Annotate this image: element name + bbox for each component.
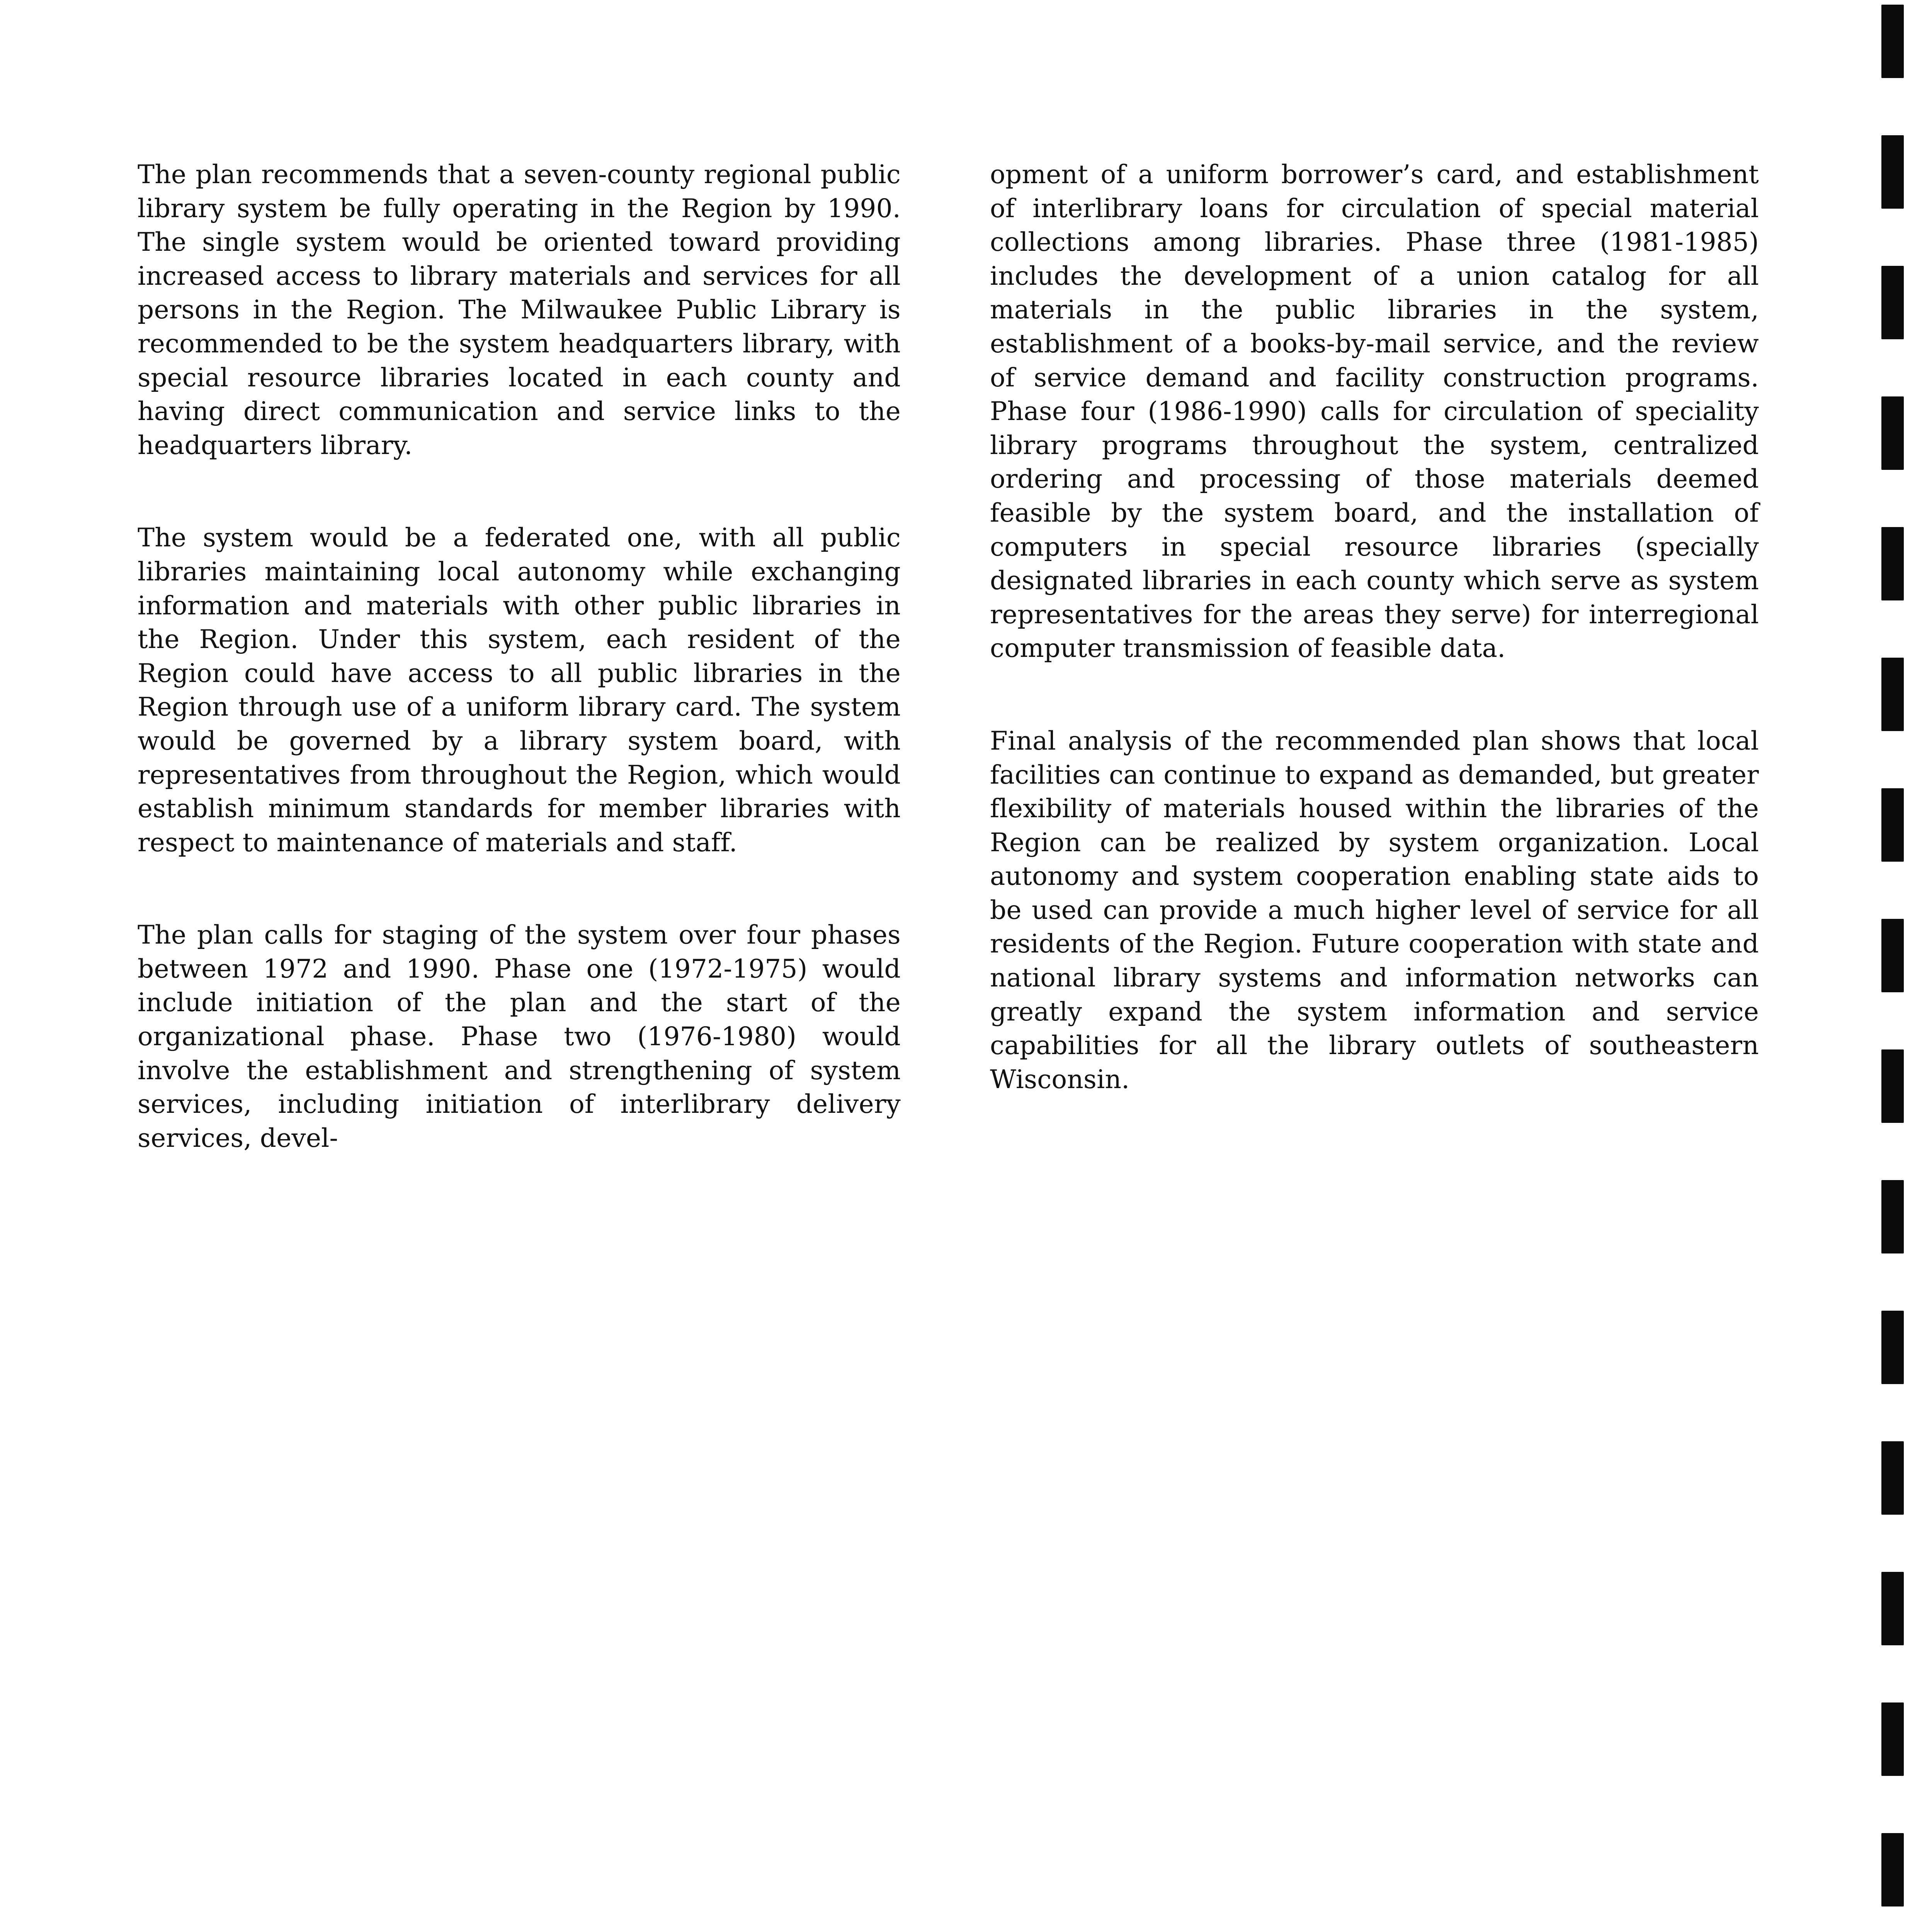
binding-mark (1881, 396, 1904, 470)
body-paragraph: The system would be a federated one, with all public libraries maintaining local autonomy while exchanging information and materials with other public libraries in the Region. Under this system, each resident of the Region could have access to all public libraries in the Region through use of a uniform library card. The system would be governed by a library system board, with representatives from throughout the Region, which would establish minimum standards for member libraries with respect to maintenance of materials and staff. (138, 523, 901, 857)
binding-mark (1881, 919, 1904, 992)
binding-mark (1881, 1441, 1904, 1515)
body-paragraph: The plan calls for staging of the system over four phases between 1972 and 1990. Phase one (1972-1975) would include initiation of the plan and the start of the organizational phase. Phase two (1976-1980) would involve the establishment and strengthening of system services, including initiation of interlibrary delivery services, devel- (138, 920, 901, 1153)
binding-mark (1881, 658, 1904, 731)
binding-mark (1881, 1311, 1904, 1384)
binding-mark (1881, 1180, 1904, 1253)
binding-mark (1881, 788, 1904, 862)
binding-mark (1881, 1833, 1904, 1906)
binding-mark (1881, 5, 1904, 78)
binding-mark (1881, 527, 1904, 600)
left-text-column (138, 158, 901, 1214)
binding-marks-strip (1881, 0, 1906, 1932)
body-paragraph: opment of a uniform borrower’s card, and establishment of interlibrary loans for circulation of special material collections among libraries. Phase three (1981-1985) includes the development of a union catalog for all materials in the public libraries in the system, establishment of a books-by-mail service, and the review of service demand and facility construction programs. Phase four (1986-1990) calls for circulation of speciality library programs throughout the system, centralized ordering and processing of those materials deemed feasible by the system board, and the installation of computers in special resource libraries (specially designated libraries in each county which serve as system representatives for the areas they serve) for interregional computer transmission of feasible data. (990, 160, 1759, 663)
body-paragraph: Final analysis of the recommended plan shows that local facilities can continue to expand as demanded, but greater flexibility of materials housed within the libraries of the Region can be realized by system organization. Local autonomy and system cooperation enabling state aids to be used can provide a much higher level of service for all residents of the Region. Future cooperation with state and national library systems and information networks can greatly expand the system information and service capabilities for all the library outlets of southeastern Wisconsin. (990, 726, 1759, 1094)
right-text-column (990, 158, 1759, 1155)
binding-mark (1881, 135, 1904, 209)
binding-mark (1881, 1049, 1904, 1123)
body-paragraph: The plan recommends that a seven-county regional public library system be fully operating in the Region by 1990. The single system would be oriented toward providing increased access to library materials and services for all persons in the Region. The Milwaukee Public Library is recommended to be the system headquarters library, with special resource libraries located in each county and having direct communication and service links to the headquarters library. (138, 160, 901, 460)
binding-mark (1881, 266, 1904, 339)
binding-mark (1881, 1572, 1904, 1645)
binding-mark (1881, 1702, 1904, 1776)
